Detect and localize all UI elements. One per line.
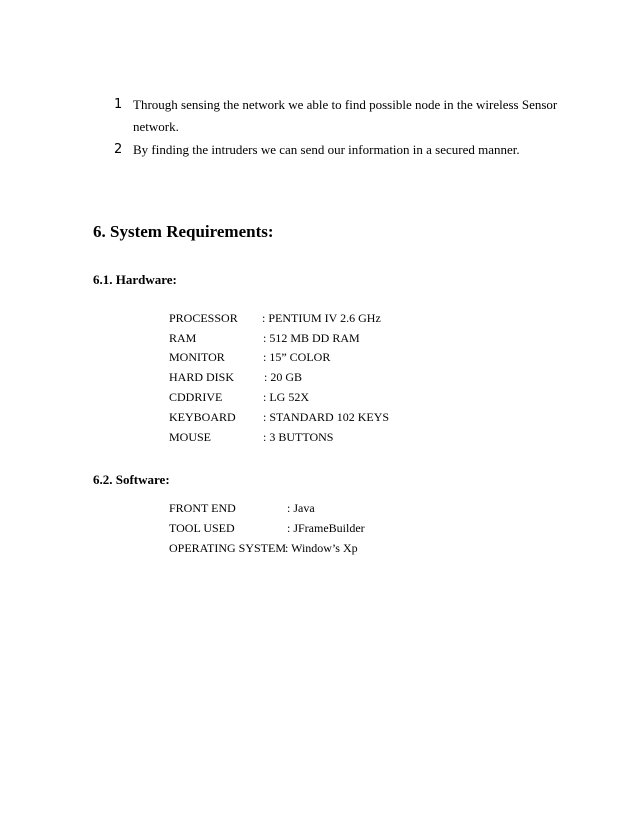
- spec-key: OPERATING SYSTEM: [169, 541, 287, 555]
- spec-key: CDDRIVE: [169, 390, 223, 404]
- spec-key: MONITOR: [169, 350, 225, 364]
- spec-value: : PENTIUM IV 2.6 GHz: [262, 311, 381, 325]
- list-number: 2: [114, 142, 123, 157]
- software-heading: 6.2. Software:: [93, 472, 170, 487]
- spec-value: : 20 GB: [264, 370, 303, 384]
- spec-value: : 512 MB DD RAM: [263, 331, 360, 345]
- spec-value: : STANDARD 102 KEYS: [263, 410, 390, 424]
- spec-key: HARD DISK: [169, 370, 235, 384]
- spec-value: : 3 BUTTONS: [263, 430, 334, 444]
- list-item: [114, 94, 574, 138]
- spec-value: : LG 52X: [263, 390, 309, 404]
- spec-key: RAM: [169, 331, 197, 345]
- section-heading: 6. System Requirements:: [93, 222, 274, 241]
- spec-key: TOOL USED: [169, 521, 235, 535]
- spec-key: KEYBOARD: [169, 410, 236, 424]
- list-number: 1: [114, 97, 123, 112]
- spec-value: : 15” COLOR: [263, 350, 331, 364]
- spec-key: PROCESSOR: [169, 311, 238, 325]
- spec-key: FRONT END: [169, 501, 236, 515]
- spec-value: : Window’s Xp: [285, 541, 358, 555]
- list-text: By finding the intruders we can send our information in a secured manner.: [133, 142, 520, 157]
- list-text: Through sensing the network we able to find possible node in the wireless Sensor network.: [133, 97, 558, 134]
- hardware-heading: 6.1. Hardware:: [93, 272, 177, 287]
- spec-value: : JFrameBuilder: [287, 521, 365, 535]
- spec-value: : Java: [287, 501, 315, 515]
- list-item: [114, 139, 574, 161]
- spec-key: MOUSE: [169, 430, 212, 444]
